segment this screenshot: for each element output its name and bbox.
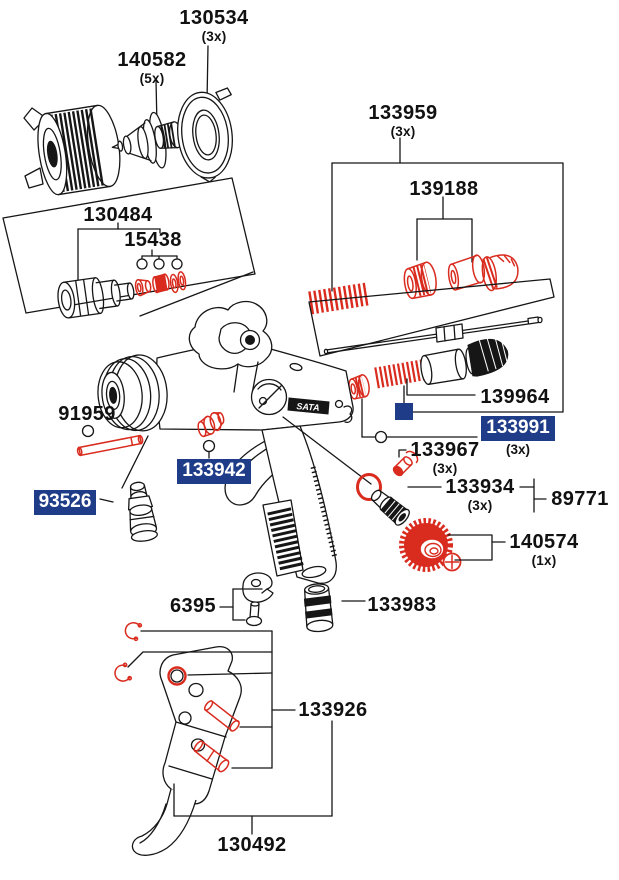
part-label-89771: 89771 (551, 488, 609, 510)
part-label-133934: 133934 (3x) (445, 476, 515, 513)
cam-6395 (220, 573, 273, 626)
part-label-133983: 133983 (367, 594, 437, 616)
part-label-133959: 133959 (3x) (368, 102, 438, 139)
part-label-130492: 130492 (217, 834, 287, 856)
part-label-15438: 15438 (124, 229, 182, 251)
part-label-133991[interactable]: 133991 (3x) (479, 416, 557, 457)
trigger-assembly (113, 620, 332, 856)
adjustment-knob-140574 (402, 521, 505, 571)
packing-set-139188 (402, 252, 521, 299)
part-label-130534: 130534 (3x) (179, 7, 249, 44)
part-label-133967: 133967 (3x) (410, 439, 480, 476)
part-label-130484: 130484 (83, 204, 153, 226)
part-label-91959: 91959 (58, 403, 116, 425)
callout-circle-133991 (362, 399, 477, 443)
nozzle-93526 (100, 436, 158, 543)
part-label-93526[interactable]: 93526 (31, 490, 99, 515)
air-piston-spring (376, 369, 428, 378)
part-label-140582: 140582 (5x) (117, 49, 187, 86)
valve-133983 (303, 583, 365, 633)
spray-gun-body (95, 302, 353, 584)
callout-circle-133942 (204, 441, 215, 452)
set-marker-133991 (395, 403, 413, 420)
part-label-140574: 140574 (1x) (509, 531, 579, 568)
part-label-133942[interactable]: 133942 (177, 459, 251, 484)
part-label-139964: 139964 (480, 386, 550, 408)
part-label-133926: 133926 (298, 699, 368, 721)
part-label-6395: 6395 (169, 595, 217, 617)
seal-set-15438 (134, 271, 186, 296)
gun-brand-logo: SATA (296, 401, 320, 413)
air-cap-assembly (24, 88, 242, 197)
part-label-139188: 139188 (409, 178, 479, 200)
